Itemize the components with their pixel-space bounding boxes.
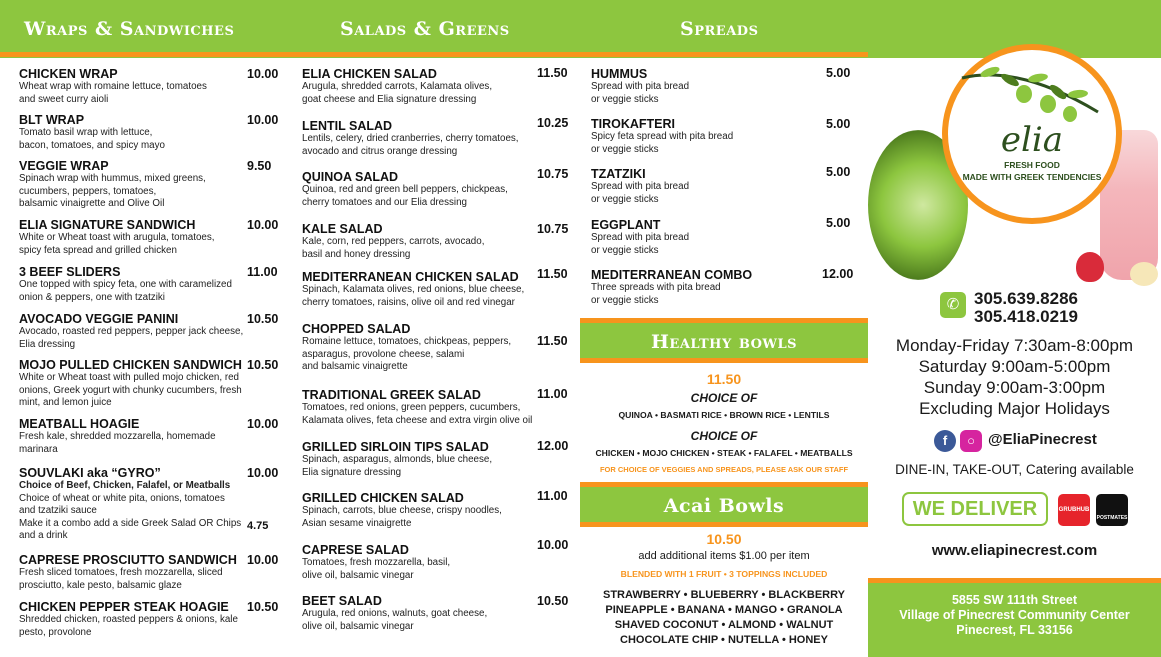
postmates-label: POSTMATES	[1096, 515, 1128, 521]
item-price: 11.50	[537, 334, 568, 348]
instagram-icon[interactable]: ○	[960, 430, 982, 452]
item-price: 10.00	[247, 67, 279, 81]
bowls-choice2-label: CHOICE OF	[690, 429, 758, 443]
item-desc: Wheat wrap with romaine lettuce, tomatoes	[19, 81, 207, 92]
heading-salads: Salads & Greens	[340, 18, 510, 40]
acai-bowls-banner	[580, 482, 868, 527]
hours-line: Excluding Major Holidays	[919, 399, 1110, 418]
address-line: 5855 SW 111th Street	[951, 593, 1078, 607]
phone-number[interactable]: 305.639.8286	[974, 289, 1078, 308]
item-desc: onion & peppers, one with tzatziki	[19, 291, 165, 303]
item-desc: mint, and lemon juice	[19, 397, 112, 408]
item-desc: Spinach, Kalamata olives, red onions, blue cheese,	[302, 284, 525, 295]
item-price: 10.00	[247, 113, 279, 127]
bowls-note: FOR CHOICE OF VEGGIES AND SPREADS, PLEASE ASK OUR STAFF	[599, 465, 849, 474]
item-price: 11.00	[537, 387, 568, 401]
item-desc: Tomato basil wrap with lettuce,	[19, 127, 153, 138]
hours-line: Sunday 9:00am-3:00pm	[923, 378, 1106, 397]
menu-item	[19, 312, 243, 351]
item-desc: cherry tomatoes and our Elia dressing	[302, 196, 467, 208]
item-desc: Elia signature dressing	[302, 466, 402, 478]
grubhub-logo[interactable]: GRUBHUB	[1058, 494, 1090, 526]
item-desc: basil and honey dressing	[302, 248, 411, 260]
acai-topping-line: STRAWBERRY • BLUEBERRY • BLACKBERRY	[603, 589, 845, 601]
item-price: 10.25	[537, 116, 569, 130]
item-name: QUINOA SALAD	[302, 170, 399, 184]
menu-item	[302, 543, 450, 582]
item-desc: Spicy feta spread with pita bread	[591, 131, 734, 142]
phone-number[interactable]: 305.418.0219	[974, 307, 1078, 326]
item-name: MEATBALL HOAGIE	[19, 417, 140, 431]
menu-item	[302, 270, 524, 309]
item-name: MEDITERRANEAN COMBO	[591, 268, 753, 282]
item-name: SOUVLAKI aka “GYRO”	[19, 466, 161, 480]
menu-item	[19, 159, 206, 211]
item-desc: or veggie sticks	[591, 193, 659, 205]
acai-bowls-title: Acai Bowls	[663, 495, 785, 517]
item-price: 10.50	[537, 594, 569, 608]
strawberry-photo	[1076, 252, 1104, 282]
item-desc: White or Wheat toast with arugula, tomatoes,	[19, 232, 215, 243]
item-desc: Spinach, carrots, blue cheese, crispy noodles,	[302, 505, 502, 516]
menu-item	[19, 265, 232, 304]
item-desc: avocado and citrus orange dressing	[302, 145, 458, 157]
acai-topping-line: PINEAPPLE • BANANA • MANGO • GRANOLA	[605, 604, 843, 616]
item-desc: Kale, corn, red peppers, carrots, avocado,	[302, 236, 485, 247]
item-desc: goat cheese and Elia signature dressing	[302, 93, 477, 105]
menu-item	[19, 466, 241, 543]
acai-add: add additional items $1.00 per item	[638, 550, 810, 562]
menu-item	[19, 553, 237, 592]
item-desc: Spread with pita bread	[591, 81, 690, 92]
heading-spreads: Spreads	[680, 18, 759, 40]
item-desc: Arugula, shredded carrots, Kalamata olives,	[302, 81, 493, 92]
bowls-price: 11.50	[706, 371, 742, 387]
item-name: CHOPPED SALAD	[302, 322, 411, 336]
item-desc: Lentils, celery, dried cranberries, cherry tomatoes,	[302, 133, 519, 144]
services-text: DINE-IN, TAKE-OUT, Catering available	[895, 462, 1134, 477]
menu-item	[591, 117, 733, 156]
item-desc: spicy feta spread and grilled chicken	[19, 244, 177, 256]
acai-toppings	[580, 588, 868, 648]
item-desc: Arugula, red onions, walnuts, goat cheese,	[302, 608, 488, 619]
item-desc: olive oil, balsamic vinegar	[302, 620, 414, 632]
item-name: TIROKAFTERI	[591, 117, 676, 131]
brand-tag-1: FRESH FOOD	[1004, 160, 1060, 170]
item-price: 11.00	[247, 265, 278, 279]
menu-item	[302, 322, 511, 374]
item-desc: Elia dressing	[19, 338, 76, 350]
item-price: 10.50	[247, 312, 279, 326]
menu-item	[19, 358, 242, 410]
item-desc: or veggie sticks	[591, 93, 659, 105]
item-price: 9.50	[247, 159, 272, 173]
healthy-bowls-title: Healthy bowls	[650, 331, 798, 353]
item-name: CAPRESE PROSCIUTTO SANDWICH	[19, 553, 237, 567]
item-name: BLT WRAP	[19, 113, 85, 127]
we-deliver-badge: WE DELIVER	[902, 492, 1048, 526]
info-panel	[868, 0, 1161, 657]
item-desc: Shredded chicken, roasted peppers & onions, kale	[19, 614, 238, 625]
item-price: 10.00	[537, 538, 569, 552]
acai-price: 10.50	[706, 531, 742, 547]
acai-topping-line: SHAVED COCONUT • ALMOND • WALNUT	[614, 619, 834, 631]
item-name: MEDITERRANEAN CHICKEN SALAD	[302, 270, 519, 284]
healthy-bowls-banner	[580, 318, 868, 363]
menu-item	[302, 594, 487, 633]
facebook-icon[interactable]: f	[934, 430, 956, 452]
item-name: TRADITIONAL GREEK SALAD	[302, 388, 481, 402]
item-price: 11.50	[537, 66, 568, 80]
item-desc: or veggie sticks	[591, 244, 659, 256]
item-price: 10.75	[537, 222, 569, 236]
item-desc: Spread with pita bread	[591, 181, 690, 192]
item-name: GRILLED CHICKEN SALAD	[302, 491, 464, 505]
menu-item	[302, 119, 519, 158]
item-desc: Spinach wrap with hummus, mixed greens,	[19, 173, 206, 184]
phone-icon: ✆	[940, 292, 966, 318]
menu-item	[591, 67, 689, 106]
item-desc: Choice of wheat or white pita, onions, tomatoes	[19, 492, 225, 504]
banana-photo	[1130, 262, 1158, 286]
item-desc: Fresh kale, shredded mozzarella, homemade	[19, 431, 216, 442]
item-desc: Tomatoes, fresh mozzarella, basil,	[302, 557, 451, 568]
item-price: 10.00	[247, 417, 279, 431]
item-desc: and balsamic vinaigrette	[302, 361, 408, 372]
item-price: 10.00	[247, 218, 279, 232]
menu-item	[302, 440, 492, 479]
menu-item	[591, 167, 689, 206]
item-name: AVOCADO VEGGIE PANINI	[19, 312, 179, 326]
item-desc: Romaine lettuce, tomatoes, chickpeas, peppers,	[302, 336, 512, 347]
item-desc: or veggie sticks	[591, 143, 659, 155]
item-desc: Quinoa, red and green bell peppers, chickpeas,	[302, 184, 508, 195]
item-price: 12.00	[537, 439, 569, 453]
item-name: CHICKEN PEPPER STEAK HOAGIE	[19, 600, 229, 614]
item-subtitle: Choice of Beef, Chicken, Falafel, or Meatballs	[19, 480, 231, 491]
menu-item	[19, 218, 214, 257]
item-name: MOJO PULLED CHICKEN SANDWICH	[19, 358, 242, 372]
item-name: CAPRESE SALAD	[302, 543, 409, 557]
menu-item	[19, 67, 207, 106]
item-price: 5.00	[826, 66, 851, 80]
item-desc: Fresh sliced tomatoes, fresh mozzarella, sliced	[19, 567, 223, 578]
postmates-logo[interactable]	[1096, 494, 1128, 526]
menu-item	[302, 67, 492, 106]
header-divider	[0, 52, 868, 57]
hours-line: Saturday 9:00am-5:00pm	[918, 357, 1111, 376]
item-name: ELIA CHICKEN SALAD	[302, 67, 437, 81]
item-desc: Spread with pita bread	[591, 232, 690, 243]
item-desc: balsamic vinaigrette and Olive Oil	[19, 198, 165, 209]
menu-item	[302, 491, 502, 530]
item-price: 11.50	[537, 267, 568, 281]
address-line: Pinecrest, FL 33156	[956, 623, 1073, 637]
menu-item	[19, 113, 165, 152]
item-name: EGGPLANT	[591, 218, 661, 232]
item-desc: or veggie sticks	[591, 294, 659, 306]
brand-name: elia	[1000, 120, 1064, 160]
heading-wraps: Wraps & Sandwiches	[24, 18, 235, 40]
item-desc: Avocado, roasted red peppers, pepper jack cheese,	[19, 326, 244, 337]
menu-item	[302, 388, 532, 427]
menu-item	[302, 222, 484, 261]
item-name: BEET SALAD	[302, 594, 382, 608]
item-name: GRILLED SIRLOIN TIPS SALAD	[302, 440, 489, 454]
item-desc: pesto, provolone	[19, 626, 92, 638]
item-name: VEGGIE WRAP	[19, 159, 109, 173]
item-price: 10.00	[247, 466, 279, 480]
item-desc: White or Wheat toast with pulled mojo chicken, red	[19, 372, 239, 383]
item-desc: and tzatziki sauce	[19, 505, 97, 516]
item-price: 5.00	[826, 216, 851, 230]
item-name: HUMMUS	[591, 67, 648, 81]
elia-logo	[942, 44, 1122, 224]
item-desc: onions, Greek yogurt with chunky cucumbers, fresh	[19, 384, 242, 396]
social-handle[interactable]: @EliaPinecrest	[988, 431, 1097, 448]
item-desc: bacon, tomatoes, and spicy mayo	[19, 139, 165, 151]
hours-line: Monday-Friday 7:30am-8:00pm	[895, 336, 1134, 355]
item-desc: olive oil, balsamic vinegar	[302, 569, 414, 581]
website-link[interactable]: www.eliapinecrest.com	[931, 542, 1098, 559]
item-name: 3 BEEF SLIDERS	[19, 265, 121, 279]
menu-item	[591, 218, 689, 257]
item-desc: cucumbers, peppers, tomatoes,	[19, 185, 157, 197]
item-desc: Kalamata olives, feta cheese and extra virgin olive oil	[302, 414, 533, 426]
bowls-choice2: CHICKEN • MOJO CHICKEN • STEAK • FALAFEL • MEATBALLS	[595, 448, 853, 458]
brand-tag-2: MADE WITH GREEK TENDENCIES	[962, 172, 1102, 182]
item-price: 12.00	[822, 267, 854, 281]
item-price: 10.50	[247, 358, 279, 372]
menu-item	[591, 268, 752, 307]
item-desc: prosciutto, kale pesto, balsamic glaze	[19, 579, 182, 591]
item-name: ELIA SIGNATURE SANDWICH	[19, 218, 196, 232]
address-line: Village of Pinecrest Community Center	[899, 608, 1130, 622]
item-name: CHICKEN WRAP	[19, 67, 118, 81]
combo-price: 4.75	[247, 520, 269, 532]
item-desc: and a drink	[19, 530, 68, 541]
item-price: 10.50	[247, 600, 279, 614]
item-desc: Asian sesame vinaigrette	[302, 517, 412, 529]
bowls-choice1-label: CHOICE OF	[690, 391, 758, 405]
item-price: 10.75	[537, 167, 569, 181]
menu-item	[19, 600, 238, 639]
item-desc: marinara	[19, 443, 58, 455]
bowls-choice1: QUINOA • BASMATI RICE • BROWN RICE • LENTILS	[618, 410, 830, 420]
item-name: LENTIL SALAD	[302, 119, 393, 133]
item-desc: One topped with spicy feta, one with caramelized	[19, 279, 232, 290]
address-band	[868, 578, 1161, 657]
item-price: 11.00	[537, 489, 568, 503]
item-desc: Tomatoes, red onions, green peppers, cucumbers,	[302, 402, 521, 413]
acai-topping-line: CHOCOLATE CHIP • NUTELLA • HONEY	[620, 634, 828, 646]
item-desc: Spinach, asparagus, almonds, blue cheese,	[302, 454, 493, 465]
item-price: 5.00	[826, 165, 851, 179]
acai-note: BLENDED WITH 1 FRUIT • 3 TOPPINGS INCLUDED	[620, 569, 828, 579]
item-name: KALE SALAD	[302, 222, 383, 236]
item-desc: Make it a combo add a side Greek Salad OR Chips	[19, 517, 242, 529]
menu-item	[19, 417, 216, 456]
item-name: TZATZIKI	[591, 167, 646, 181]
item-price: 5.00	[826, 117, 851, 131]
item-desc: cherry tomatoes, raisins, olive oil and red vinegar	[302, 296, 515, 308]
item-price: 10.00	[247, 553, 279, 567]
menu-item	[302, 170, 508, 209]
item-desc: Three spreads with pita bread	[591, 282, 721, 293]
item-desc: and sweet curry aioli	[19, 93, 109, 105]
item-desc: asparagus, provolone cheese, salami	[302, 348, 465, 360]
